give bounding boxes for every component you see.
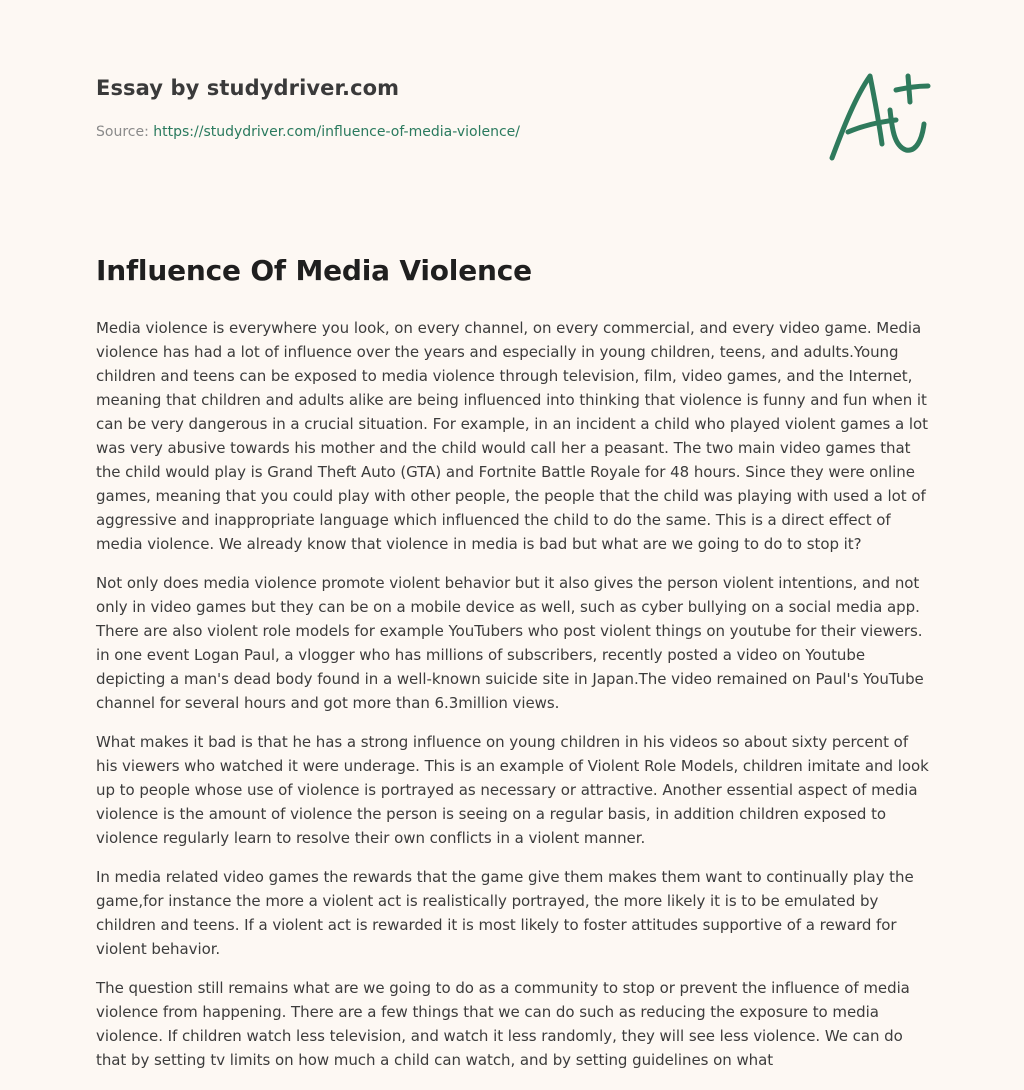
essay-paragraph: The question still remains what are we going to do as a community to stop or prevent the influence of media violence from happening. There are a few things that we can do such as reducing the exposure to media violence. If children watch less television, and watch it less randomly, they will see less violence. We can do that by setting tv limits on how much a child can watch, and by setting guidelines on what [96,979,910,1069]
essay-title: Influence Of Media Violence [96,254,532,287]
essay-paragraph: Media violence is everywhere you look, on every channel, on every commercial, and every video game. Media violence has had a lot of influence over the years and especially in young children, teens, and adults.Young children and teens can be exposed to media violence through television, film, video games, and the Internet, meaning that children and adults alike are being influenced into thinking that violence is funny and fun when it can be very dangerous in a crucial situation. For example, in an incident a child who played violent games a lot was very abusive towards his mother and the child would call her a peasant. The two main video games that the child would play is Grand Theft Auto (GTA) and Fortnite Battle Royale for 48 hours. Since they were online games, meaning that you could play with other people, the people that the child was playing with used a lot of aggressive and inappropriate language which influenced the child to do the same. This is a direct effect of media violence. We already know that violence in media is bad but what are we going to do to stop it? [96,319,928,553]
essay-body [96,316,932,1087]
essay-paragraph: Not only does media violence promote violent behavior but it also gives the person violent intentions, and not only in video games but they can be on a mobile device as well, such as cyber bullying on a social media app. There are also violent role models for example YouTubers who post violent things on youtube for their viewers. in one event Logan Paul, a vlogger who has millions of subscribers, recently posted a video on Youtube depicting a man's dead body found in a well-known suicide site in Japan.The video remained on Paul's YouTube channel for several hours and got more than 6.3million views. [96,574,924,712]
brand-title: Essay by studydriver.com [96,76,400,100]
source-link[interactable]: https://studydriver.com/influence-of-media-violence/ [153,124,521,140]
essay-header [96,0,936,200]
essay-paragraph: In media related video games the rewards that the game give them makes them want to continually play the game,for instance the more a violent act is realistically portrayed, the more likely it is to be emulated by children and teens. If a violent act is rewarded it is most likely to foster attitudes supportive of a reward for violent behavior. [96,868,914,958]
essay-paragraph: What makes it bad is that he has a strong influence on young children in his videos so about sixty percent of his viewers who watched it were underage. This is an example of Violent Role Models, children imitate and look up to people whose use of violence is portrayed as necessary or attractive. Another essential aspect of media violence is the amount of violence the person is seeing on a regular basis, in addition children exposed to violence regularly learn to resolve their own conflicts in a violent manner. [96,733,929,847]
source-label: Source: [96,124,149,140]
a-plus-logo-icon [826,66,936,166]
source-line [96,124,520,140]
